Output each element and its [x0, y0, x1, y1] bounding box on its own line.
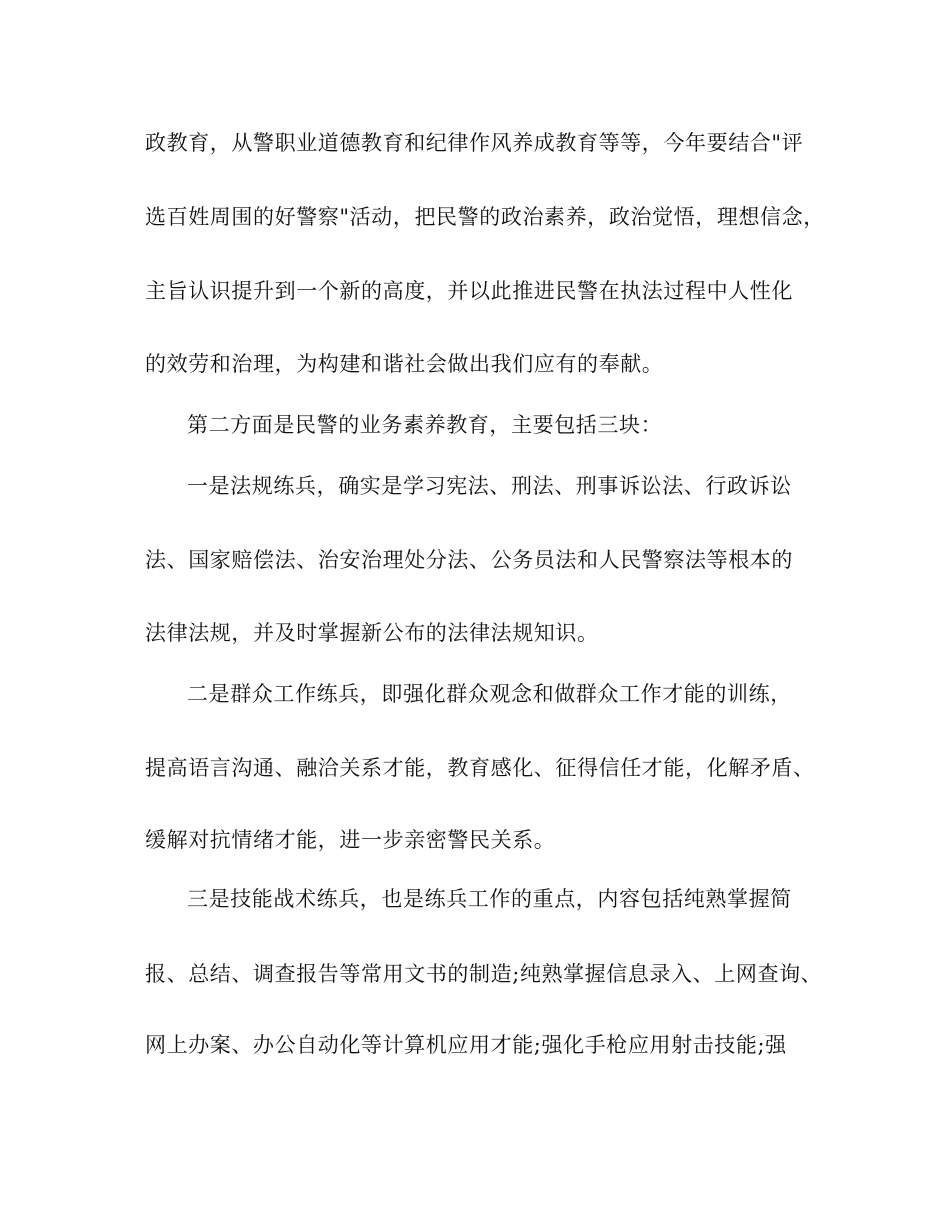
- paragraph-start-line: 第二方面是民警的业务素养教育，主要包括三块：: [187, 413, 663, 437]
- paragraph-start-line: 三是技能战术练兵，也是练兵工作的重点，内容包括纯熟掌握简: [187, 887, 792, 911]
- text-line: 法、国家赔偿法、治安治理处分法、公务员法和人民警察法等根本的: [145, 548, 793, 572]
- text-line: 缓解对抗情绪才能，进一步亲密警民关系。: [145, 828, 556, 852]
- paragraph-start-line: 一是法规练兵，确实是学习宪法、刑法、刑事诉讼法、行政诉讼: [187, 474, 792, 498]
- text-line: 法律法规，并及时掌握新公布的法律法规知识。: [145, 621, 599, 645]
- text-line: 政教育，从警职业道德教育和纪律作风养成教育等等，今年要结合"评: [145, 131, 804, 155]
- paragraph-start-line: 二是群众工作练兵，即强化群众观念和做群众工作才能的训练，: [187, 682, 792, 706]
- text-line: 报、总结、调查报告等常用文书的制造;纯熟掌握信息录入、上网查询、: [145, 962, 823, 986]
- text-line: 主旨认识提升到一个新的高度，并以此推进民警在执法过程中人性化: [145, 279, 793, 303]
- text-line: 选百姓周围的好警察"活动，把民警的政治素养，政治觉悟，理想信念，: [145, 205, 825, 229]
- text-line: 提高语言沟通、融洽关系才能，教育感化、征得信任才能，化解矛盾、: [145, 756, 815, 780]
- text-line: 的效劳和治理，为构建和谐社会做出我们应有的奉献。: [145, 352, 664, 376]
- text-line: 网上办案、办公自动化等计算机应用才能;强化手枪应用射击技能;强: [145, 1033, 787, 1057]
